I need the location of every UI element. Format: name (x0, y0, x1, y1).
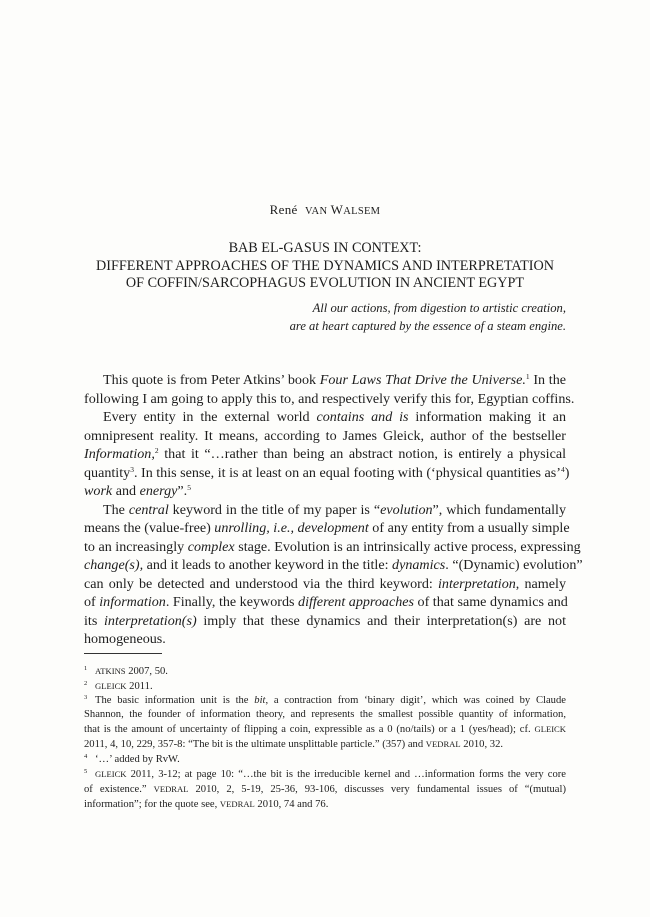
footnote-3-cont: that is the amount of uncertainty of flipping a coin, expressible as a 0 (no/tails) or a 1 (yes/head); cf. GLEICK (84, 724, 566, 736)
paper-title (60, 240, 590, 293)
body-line: homogeneous. (84, 631, 166, 647)
epigraph (290, 300, 566, 335)
body-line: Every entity in the external world contains and is information making it an (103, 409, 566, 425)
footnote-3-cont: 2011, 4, 10, 229, 357-8: “The bit is the ultimate unsplittable particle.” (357) and VEDRAL 2010, 32. (84, 739, 504, 751)
footnotes (84, 664, 566, 812)
footnote-5-cont: of existence.” VEDRAL 2010, 2, 5-19, 25-36, 93-106, discusses very fundamental issues of “(mutual) (84, 783, 566, 795)
title-line-3: OF COFFIN/SARCOPHAGUS EVOLUTION IN ANCIENT EGYPT (125, 275, 525, 291)
body-line: quantity$^3$. In this sense, it is at least on an equal footing with (‘physical quantities as’$^4$) (84, 464, 570, 481)
footnote-5: $^5$ GLEICK 2011, 3-12; at page 10: “…the bit is the irreducible kernel and …information forms the very core (84, 767, 566, 780)
title-line-1: BAB EL-GASUS IN CONTEXT: (228, 240, 422, 256)
body-line: to an increasingly complex stage. Evolution is an intrinsically active process, expressing (84, 538, 581, 555)
footnote-1: $^1$ ATKINS 2007, 50. (84, 665, 168, 677)
footnote-2: $^2$ GLEICK 2011. (84, 680, 153, 693)
footnote-separator (84, 653, 162, 654)
epigraph-line-1: All our actions, from digestion to artistic creation, (312, 301, 566, 315)
body-line: its interpretation(s) imply that these dynamics and their interpretation(s) are not (84, 612, 567, 629)
body-line: This quote is from Peter Atkins’ book Four Laws That Drive the Universe.$^1$ In the (103, 372, 566, 388)
body-line: means the (value-free) unrolling, i.e., development of any entity from a usually simple (84, 520, 570, 536)
epigraph-line-2: are at heart captured by the essence of a steam engine. (289, 318, 566, 333)
title-line-2: DIFFERENT APPROACHES OF THE DYNAMICS AND INTERPRETATION (96, 257, 554, 274)
body-line: The central keyword in the title of my paper is “evolution”, which fundamentally (103, 501, 566, 518)
footnote-5-cont: information”; for the quote see, VEDRAL 2010, 74 and 76. (84, 798, 329, 810)
author-name (0, 202, 650, 218)
author-first-name: René (269, 202, 298, 217)
author-last-rest: ALSEM (343, 206, 381, 217)
body-line: of information. Finally, the keywords different approaches of that same dynamics and (84, 594, 568, 610)
body-line: work and energy”.$^5$ (84, 483, 191, 499)
author-last-initial: W (330, 202, 344, 217)
body-line: Information,$^2$ that it “…rather than being an abstract notion, is entirely a physical (84, 446, 566, 462)
body-line: following I am going to apply this to, and respectively verify this for, Egyptian coffins. (84, 390, 575, 407)
author-van: VAN (305, 206, 328, 217)
footnote-4: $^4$ ‘…’ added by RvW. (84, 752, 180, 765)
body-line: can only be detected and understood via the third keyword: interpretation, namely (84, 575, 566, 592)
footnote-3-cont: Shannon, the founder of information theory, and represents the smallest possible quantity of information, (84, 709, 566, 721)
body-line: change(s), and it leads to another keyword in the title: dynamics. “(Dynamic) evolution” (84, 557, 583, 573)
body-line: omnipresent reality. It means, according to James Gleick, author of the bestseller (84, 427, 566, 444)
footnote-3: $^3$ The basic information unit is the bit, a contraction from ‘binary digit’, which was coined by Claude (84, 694, 566, 707)
body-text (84, 371, 583, 649)
